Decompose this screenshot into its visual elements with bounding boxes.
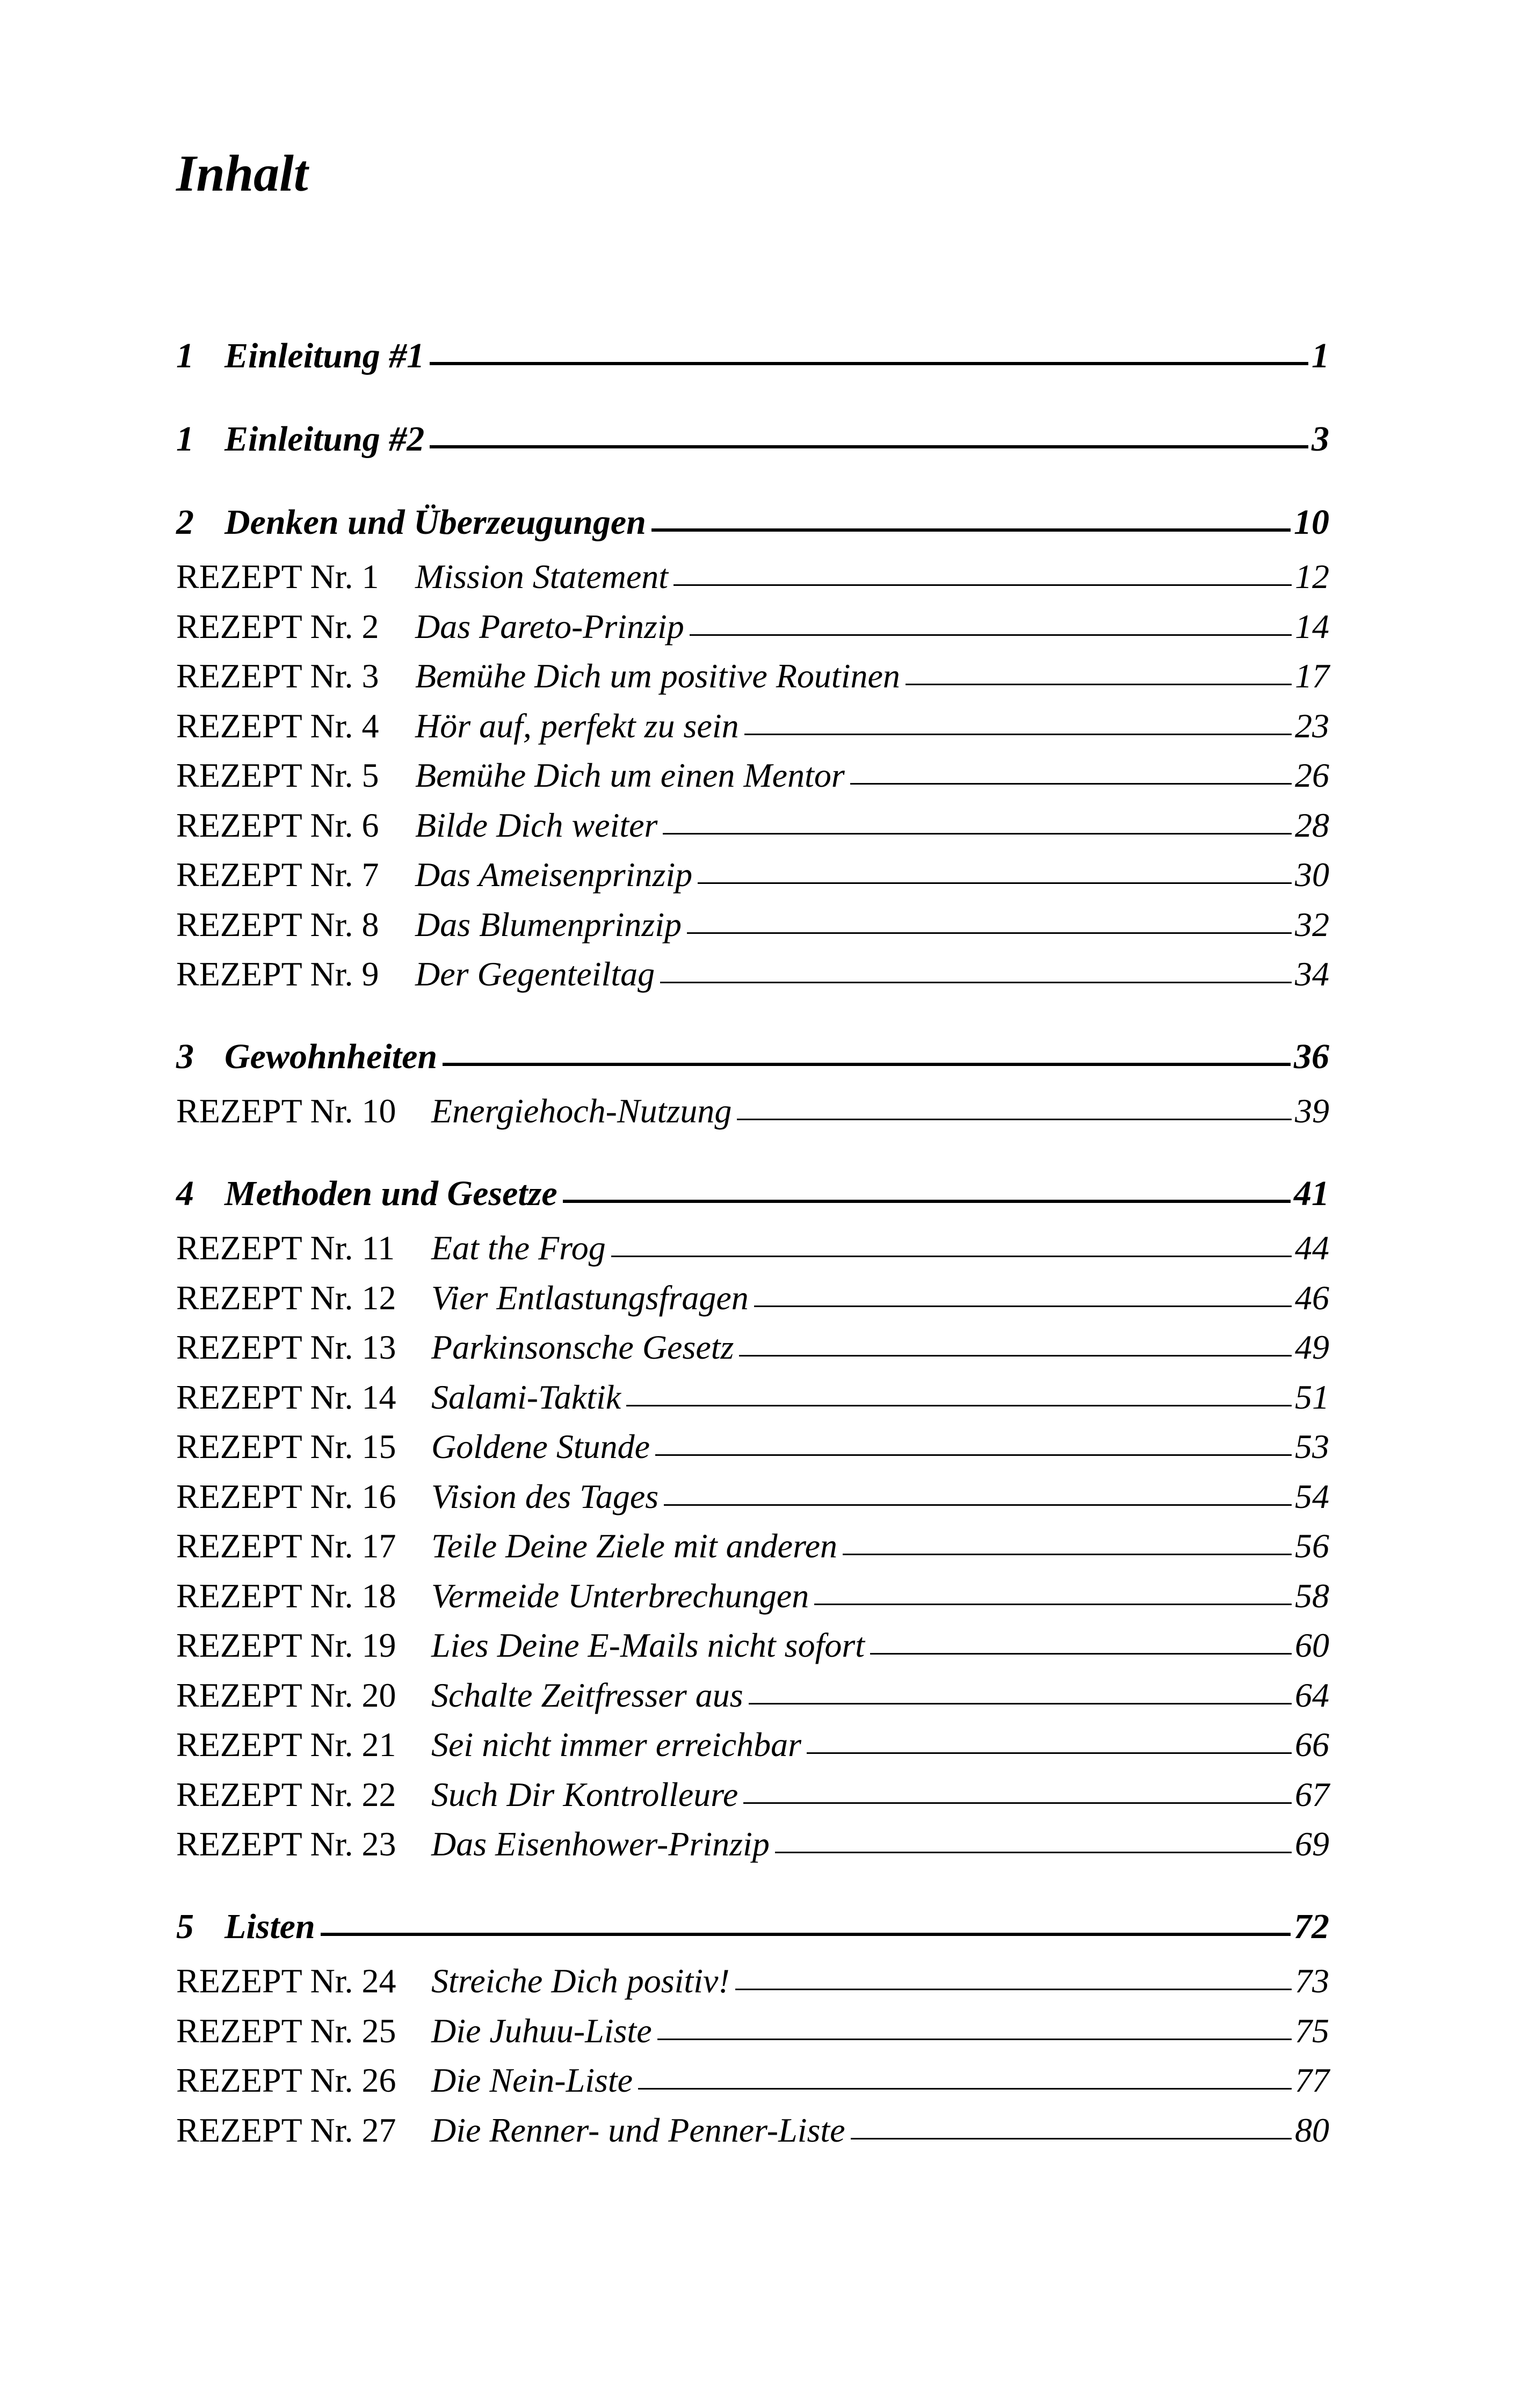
toc-recipe-row[interactable]: [176, 1775, 1329, 1815]
toc-recipe-row[interactable]: [176, 1091, 1329, 1131]
recipe-title: Der Gegenteiltag: [415, 955, 655, 993]
chapter-number: 5: [176, 1907, 194, 1946]
recipe-label: REZEPT Nr. 2: [176, 607, 379, 645]
toc-chapter-row[interactable]: [176, 336, 1329, 376]
chapter-title: Methoden und Gesetze: [224, 1174, 557, 1213]
leader-line: [655, 1454, 1292, 1456]
page-number: 75: [1295, 2011, 1329, 2050]
page-number: 72: [1294, 1907, 1329, 1946]
toc-chapter-row[interactable]: [176, 1173, 1329, 1214]
toc-recipe-row[interactable]: [176, 2011, 1329, 2051]
page-number: 36: [1294, 1037, 1329, 1076]
page-number: 26: [1295, 756, 1329, 794]
recipe-label: REZEPT Nr. 27: [176, 2110, 396, 2149]
recipe-title: Eat the Frog: [431, 1229, 606, 1267]
toc-recipe-row[interactable]: [176, 1477, 1329, 1517]
page-number: 39: [1295, 1092, 1329, 1130]
page-number: 58: [1295, 1576, 1329, 1615]
recipe-title: Das Ameisenprinzip: [415, 855, 693, 894]
leader-line: [814, 1604, 1292, 1605]
recipe-label: REZEPT Nr. 3: [176, 657, 379, 695]
recipe-label: REZEPT Nr. 18: [176, 1576, 396, 1615]
recipe-label: REZEPT Nr. 26: [176, 2061, 396, 2099]
leader-line: [690, 634, 1292, 636]
leader-line: [906, 684, 1292, 685]
toc-chapter-row[interactable]: [176, 419, 1329, 460]
recipe-label: REZEPT Nr. 16: [176, 1477, 396, 1515]
page-number: 32: [1295, 905, 1329, 944]
toc-chapter-row[interactable]: [176, 1906, 1329, 1947]
toc-recipe-row[interactable]: [176, 756, 1329, 795]
toc-recipe-row[interactable]: [176, 855, 1329, 895]
recipe-label: REZEPT Nr. 21: [176, 1725, 396, 1764]
leader-line: [663, 833, 1292, 835]
leader-line: [673, 584, 1292, 586]
page-number: 28: [1295, 806, 1329, 844]
recipe-title: Sei nicht immer erreichbar: [431, 1725, 802, 1764]
toc-recipe-row[interactable]: [176, 1824, 1329, 1864]
recipe-label: REZEPT Nr. 7: [176, 855, 379, 894]
leader-line: [870, 1653, 1292, 1655]
recipe-title: Das Pareto-Prinzip: [415, 607, 684, 645]
recipe-title: Bemühe Dich um einen Mentor: [415, 756, 845, 794]
leader-line: [563, 1200, 1291, 1203]
recipe-label: REZEPT Nr. 8: [176, 905, 379, 944]
recipe-title: Mission Statement: [415, 557, 669, 596]
recipe-title: Die Renner- und Penner-Liste: [431, 2110, 845, 2149]
page-number: 44: [1295, 1229, 1329, 1267]
leader-line: [850, 783, 1292, 785]
page-number: 49: [1295, 1328, 1329, 1366]
recipe-title: Die Juhuu-Liste: [431, 2011, 652, 2050]
page-number: 23: [1295, 706, 1329, 745]
recipe-label: REZEPT Nr. 11: [176, 1229, 395, 1267]
leader-line: [443, 1063, 1291, 1066]
leader-line: [626, 1405, 1292, 1406]
toc-recipe-row[interactable]: [176, 1377, 1329, 1417]
leader-line: [611, 1256, 1292, 1257]
recipe-title: Such Dir Kontrolleure: [431, 1775, 738, 1814]
page-number: 54: [1295, 1477, 1329, 1515]
leader-line: [843, 1554, 1292, 1555]
toc-recipe-row[interactable]: [176, 706, 1329, 746]
toc-title: Inhalt: [176, 144, 308, 202]
recipe-title: Bilde Dich weiter: [415, 806, 658, 844]
toc-recipe-row[interactable]: [176, 1576, 1329, 1616]
chapter-title: Denken und Überzeugungen: [224, 503, 646, 542]
chapter-number: 2: [176, 503, 194, 542]
page-number: 67: [1295, 1775, 1329, 1814]
toc-recipe-row[interactable]: [176, 905, 1329, 945]
page-number: 80: [1295, 2110, 1329, 2149]
page-number: 77: [1295, 2061, 1329, 2099]
recipe-title: Vier Entlastungsfragen: [431, 1278, 749, 1317]
recipe-title: Schalte Zeitfresser aus: [431, 1676, 743, 1714]
leader-line: [430, 445, 1308, 448]
leader-line: [851, 2138, 1292, 2139]
page-number: 66: [1295, 1725, 1329, 1764]
toc-recipe-row[interactable]: [176, 806, 1329, 845]
toc-recipe-row[interactable]: [176, 1626, 1329, 1665]
recipe-label: REZEPT Nr. 19: [176, 1626, 396, 1664]
recipe-title: Teile Deine Ziele mit anderen: [431, 1527, 837, 1565]
leader-line: [754, 1305, 1292, 1307]
recipe-title: Parkinsonsche Gesetz: [431, 1328, 734, 1366]
recipe-label: REZEPT Nr. 20: [176, 1676, 396, 1714]
leader-line: [737, 1119, 1292, 1120]
chapter-number: 1: [176, 419, 194, 459]
toc-chapter-row[interactable]: [176, 1036, 1329, 1077]
toc-recipe-row[interactable]: [176, 1278, 1329, 1318]
leader-line: [430, 362, 1308, 365]
chapter-number: 4: [176, 1174, 194, 1213]
toc-recipe-row[interactable]: [176, 607, 1329, 647]
leader-line: [775, 1852, 1292, 1853]
leader-line: [687, 932, 1292, 934]
recipe-label: REZEPT Nr. 12: [176, 1278, 396, 1317]
leader-line: [743, 1802, 1292, 1804]
page-number: 1: [1312, 336, 1329, 375]
leader-line: [744, 734, 1292, 735]
recipe-title: Energiehoch-Nutzung: [431, 1092, 732, 1130]
toc-recipe-row[interactable]: [176, 1961, 1329, 2001]
toc-recipe-row[interactable]: [176, 1676, 1329, 1715]
leader-line: [735, 1989, 1292, 1990]
recipe-label: REZEPT Nr. 4: [176, 706, 379, 745]
recipe-title: Das Blumenprinzip: [415, 905, 682, 944]
toc-recipe-row[interactable]: [176, 1725, 1329, 1765]
leader-line: [664, 1504, 1292, 1506]
toc-recipe-row[interactable]: [176, 954, 1329, 994]
page-number: 56: [1295, 1527, 1329, 1565]
page-number: 10: [1294, 503, 1329, 542]
recipe-label: REZEPT Nr. 23: [176, 1825, 396, 1863]
recipe-label: REZEPT Nr. 22: [176, 1775, 396, 1814]
recipe-label: REZEPT Nr. 1: [176, 557, 379, 596]
toc-recipe-row[interactable]: [176, 1427, 1329, 1467]
toc-recipe-row[interactable]: [176, 1328, 1329, 1367]
page-number: 53: [1295, 1427, 1329, 1466]
page-number: 46: [1295, 1278, 1329, 1317]
page-number: 30: [1295, 855, 1329, 894]
recipe-label: REZEPT Nr. 9: [176, 955, 379, 993]
page-number: 60: [1295, 1626, 1329, 1664]
chapter-title: Gewohnheiten: [224, 1037, 438, 1076]
page-number: 64: [1295, 1676, 1329, 1714]
page-number: 69: [1295, 1825, 1329, 1863]
page-number: 17: [1295, 657, 1329, 695]
page-number: 73: [1295, 1962, 1329, 2000]
chapter-number: 1: [176, 336, 194, 375]
recipe-title: Goldene Stunde: [431, 1427, 650, 1466]
toc-recipe-row[interactable]: [176, 2110, 1329, 2150]
recipe-label: REZEPT Nr. 5: [176, 756, 379, 794]
recipe-title: Bemühe Dich um positive Routinen: [415, 657, 900, 695]
page-number: 3: [1312, 419, 1329, 459]
leader-line: [698, 882, 1292, 884]
toc-recipe-row[interactable]: [176, 656, 1329, 696]
toc-recipe-row[interactable]: [176, 2061, 1329, 2100]
leader-line: [321, 1933, 1291, 1936]
leader-line: [660, 982, 1292, 983]
toc-recipe-row[interactable]: [176, 1526, 1329, 1566]
recipe-title: Streiche Dich positiv!: [431, 1962, 730, 2000]
toc-recipe-row[interactable]: [176, 1228, 1329, 1268]
toc-chapter-row[interactable]: [176, 502, 1329, 543]
leader-line: [749, 1703, 1292, 1705]
recipe-title: Lies Deine E-Mails nicht sofort: [431, 1626, 865, 1664]
leader-line: [638, 2088, 1292, 2090]
page-number: 41: [1294, 1174, 1329, 1213]
recipe-title: Vision des Tages: [431, 1477, 659, 1515]
chapter-number: 3: [176, 1037, 194, 1076]
recipe-label: REZEPT Nr. 15: [176, 1427, 396, 1466]
leader-line: [651, 528, 1291, 532]
recipe-label: REZEPT Nr. 25: [176, 2011, 396, 2050]
recipe-title: Vermeide Unterbrechungen: [431, 1576, 809, 1615]
leader-line: [807, 1752, 1292, 1754]
recipe-label: REZEPT Nr. 14: [176, 1377, 396, 1416]
chapter-title: Listen: [224, 1907, 315, 1946]
recipe-label: REZEPT Nr. 17: [176, 1527, 396, 1565]
recipe-title: Salami-Taktik: [431, 1377, 621, 1416]
recipe-title: Das Eisenhower-Prinzip: [431, 1825, 770, 1863]
chapter-title: Einleitung #2: [224, 419, 425, 459]
page-number: 51: [1295, 1377, 1329, 1416]
page-number: 34: [1295, 955, 1329, 993]
toc-recipe-row[interactable]: [176, 557, 1329, 597]
recipe-label: REZEPT Nr. 6: [176, 806, 379, 844]
recipe-label: REZEPT Nr. 24: [176, 1962, 396, 2000]
leader-line: [657, 2039, 1292, 2040]
page-number: 14: [1295, 607, 1329, 645]
recipe-label: REZEPT Nr. 13: [176, 1328, 396, 1366]
chapter-title: Einleitung #1: [224, 336, 425, 375]
recipe-title: Hör auf, perfekt zu sein: [415, 706, 739, 745]
leader-line: [739, 1355, 1292, 1357]
recipe-title: Die Nein-Liste: [431, 2061, 633, 2099]
recipe-label: REZEPT Nr. 10: [176, 1092, 396, 1130]
page-number: 12: [1295, 557, 1329, 596]
